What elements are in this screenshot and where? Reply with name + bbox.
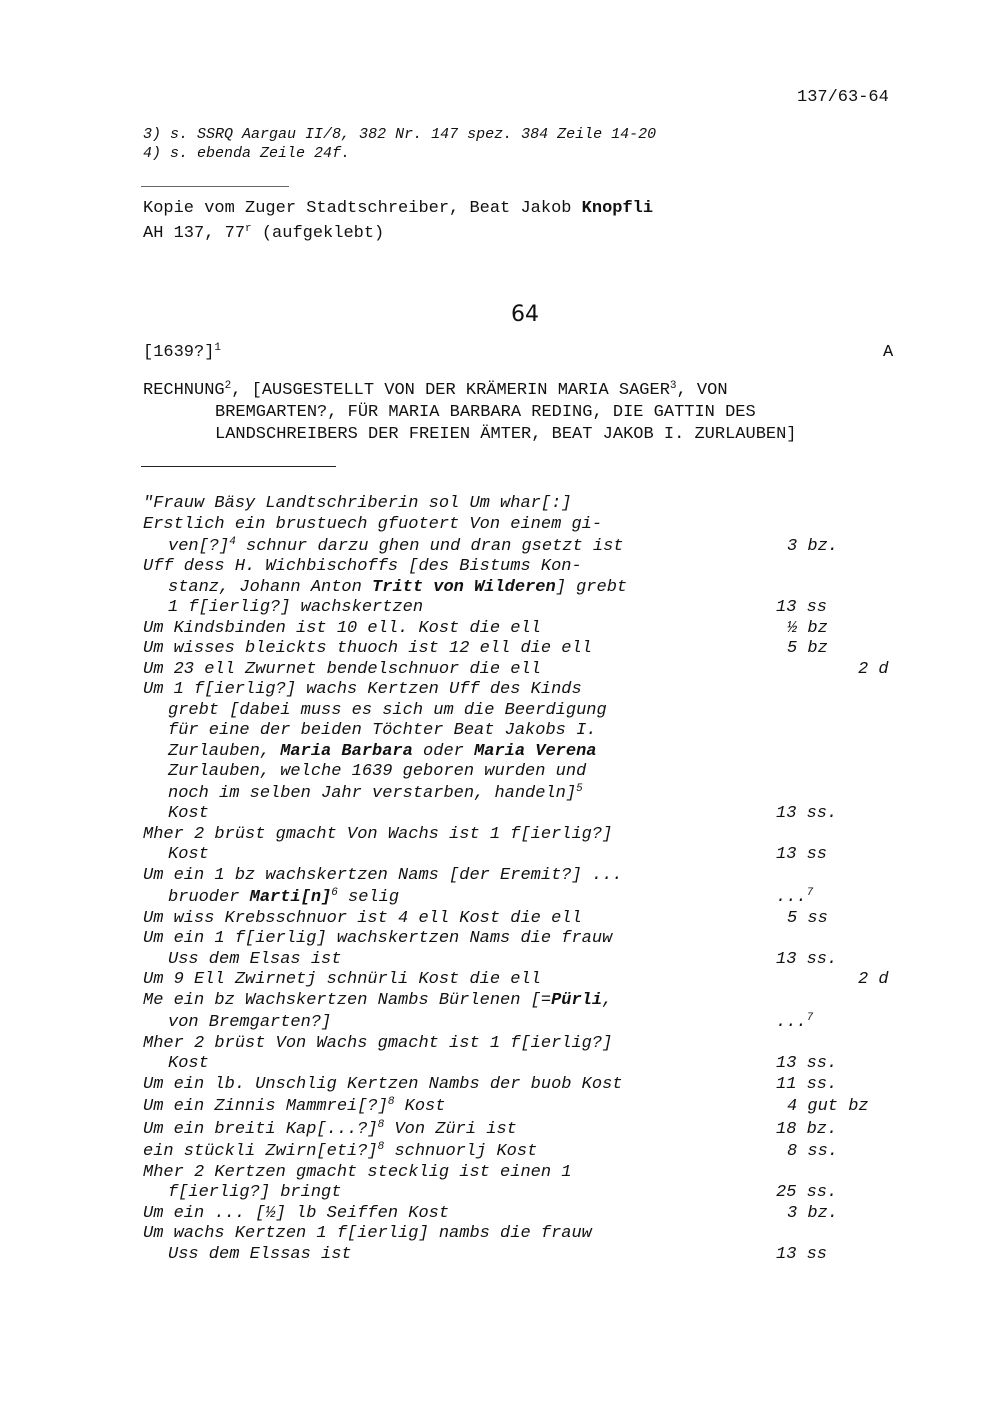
title-divider (141, 466, 336, 467)
footnote-ref: 5 (576, 783, 583, 795)
footnote-3 (143, 126, 656, 143)
entry-text: , (602, 991, 613, 1010)
entry-line: Um 9 Ell Zwirnetj schnürli Kost die ell (143, 970, 541, 989)
entry-amount (776, 1013, 813, 1033)
entry-line: Um wisses bleickts thuoch ist 12 ell die ell (143, 639, 592, 658)
entry-line: Mher 2 brüst Von Wachs gmacht ist 1 f[ierlig?] (143, 1034, 613, 1053)
entry-text: Me ein bz Wachskertzen Nambs Bürlenen [= (143, 991, 552, 1010)
entry-line: Kost (168, 1054, 209, 1073)
entry-line: Zurlauben, welche 1639 geboren wurden und (168, 762, 587, 781)
entry-text: stanz, Johann Anton (168, 578, 373, 597)
entry-amount: 25 ss. (776, 1183, 838, 1202)
footnote-number: 3) (143, 126, 162, 143)
entry-text: Von Züri ist (384, 1120, 517, 1139)
entry-line: Um 1 f[ierlig?] wachs Kertzen Uff des Kinds (143, 680, 582, 699)
entry-text: Kost (394, 1097, 446, 1116)
entry-line (168, 578, 627, 598)
document-letter: A (883, 343, 894, 362)
entry-amount: 5 bz (787, 639, 828, 658)
entry-amount (776, 888, 813, 908)
entry-line: Uss dem Elsas ist (168, 950, 342, 969)
copy-note-sup: r (245, 223, 252, 235)
entry-amount: 13 ss (776, 598, 828, 617)
entry-line (168, 784, 583, 804)
entry-line: 1 f[ierlig?] wachskertzen (168, 598, 424, 617)
footnote-text: s. SSRQ Aargau II/8, 382 Nr. 147 spez. 384 Zeile 14-20 (170, 126, 657, 143)
amount-text: ... (776, 888, 807, 907)
entry-amount: 11 ss. (776, 1075, 838, 1094)
entry-name: Pürli (551, 991, 603, 1010)
title-text: , [AUSGESTELLT VON DER KRÄMERIN MARIA SAGER (231, 381, 670, 400)
date-text: [1639?] (143, 343, 215, 362)
entry-line: Kost (168, 845, 209, 864)
entry-text: schnur darzu ghen und dran gsetzt ist (235, 537, 624, 556)
copy-note-line-2 (143, 224, 384, 243)
entry-name: Tritt von Wilderen (372, 578, 556, 597)
footnote-text: s. ebenda Zeile 24f. (170, 145, 351, 162)
title-footnote-ref: 3 (669, 380, 677, 392)
entry-line: Um ein 1 bz wachskertzen Nams [der Eremit?] ... (143, 866, 623, 885)
entry-line (143, 991, 612, 1011)
entry-line: Um Kindsbinden ist 10 ell. Kost die ell (143, 619, 541, 638)
copy-note-line-1 (143, 199, 653, 218)
footnote-ref: 8 (377, 1119, 385, 1131)
entry-amount: 13 ss. (776, 950, 838, 969)
footnote-ref: 8 (387, 1096, 395, 1108)
entry-text: selig (337, 888, 400, 907)
document-date (143, 343, 221, 362)
entry-amount: 2 d (858, 660, 889, 679)
entry-amount: 18 bz. (776, 1120, 838, 1139)
entry-line: Uff dess H. Wichbischoffs [des Bistums Kon- (143, 557, 582, 576)
entry-name: Maria Barbara (280, 742, 413, 761)
entry-line (168, 537, 624, 557)
copy-note-name: Knopfli (581, 199, 654, 218)
entry-text: noch im selben Jahr verstarben, handeln] (168, 784, 577, 803)
entry-line: Mher 2 Kertzen gmacht stecklig ist einen 1 (143, 1163, 572, 1182)
footnote-ref: 6 (331, 887, 338, 899)
entry-name: Maria Verena (474, 742, 597, 761)
entry-amount: 5 ss (787, 909, 828, 928)
copy-note-text: Kopie vom Zuger Stadtschreiber, Beat Jakob (143, 199, 582, 218)
entry-text: oder (412, 742, 475, 761)
entry-line: Mher 2 brüst gmacht Von Wachs ist 1 f[ierlig?] (143, 825, 613, 844)
title-text: RECHNUNG (143, 381, 225, 400)
entry-line (143, 1120, 517, 1140)
entry-line: Erstlich ein brustuech gfuotert Von einem gi- (143, 515, 603, 534)
date-footnote-ref: 1 (214, 342, 222, 354)
entry-amount: 2 d (858, 970, 889, 989)
entry-line: Kost (168, 804, 209, 823)
footnote-ref: 8 (377, 1141, 385, 1153)
amount-text: ... (776, 1013, 807, 1032)
entry-line: f[ierlig?] bringt (168, 1183, 342, 1202)
entry-text: schnuorlj Kost (384, 1142, 538, 1161)
title-text: , VON (676, 381, 728, 400)
entry-line: Um ein lb. Unschlig Kertzen Nambs der buob Kost (143, 1075, 623, 1094)
title-footnote-ref: 2 (224, 380, 232, 392)
entry-line: Um wachs Kertzen 1 f[ierlig] nambs die frauw (143, 1224, 592, 1243)
entry-amount: ½ bz (787, 619, 828, 638)
footnote-divider (141, 186, 289, 187)
entry-amount: 13 ss (776, 845, 828, 864)
page-reference: 137/63-64 (797, 88, 889, 107)
copy-note-ref: AH 137, 77 (143, 224, 246, 243)
title-line-1 (143, 381, 728, 400)
entry-amount: 4 gut bz (787, 1097, 869, 1116)
entry-amount: 8 ss. (787, 1142, 839, 1161)
entry-line (143, 1142, 537, 1162)
footnote-ref: 7 (806, 1012, 814, 1024)
entry-line (143, 1097, 445, 1117)
footnote-ref: 4 (229, 536, 236, 548)
entry-line: grebt [dabei muss es sich um die Beerdigung (168, 701, 607, 720)
entry-text: bruoder (168, 888, 250, 907)
title-line-2: BREMGARTEN?, FÜR MARIA BARBARA REDING, DIE GATTIN DES (215, 403, 756, 422)
footnote-number: 4) (143, 145, 162, 162)
entry-amount: 13 ss. (776, 804, 838, 823)
entry-line: Um ein ... [½] lb Seiffen Kost (143, 1204, 450, 1223)
title-line-3: LANDSCHREIBERS DER FREIEN ÄMTER, BEAT JAKOB I. ZURLAUBEN] (215, 425, 797, 444)
entry-text: Um ein Zinnis Mammrei[?] (143, 1097, 388, 1116)
entry-amount: 3 bz. (787, 537, 839, 556)
entry-line: Um 23 ell Zwurnet bendelschnuor die ell (143, 660, 541, 679)
entry-amount: 3 bz. (787, 1204, 839, 1223)
entry-line: "Frauw Bäsy Landtschriberin sol Um whar[:] (143, 494, 572, 513)
entry-text: ven[?] (168, 537, 230, 556)
entry-line: für eine der beiden Töchter Beat Jakobs I. (168, 721, 597, 740)
entry-line (168, 888, 399, 908)
copy-note-suffix: (aufgeklebt) (251, 224, 385, 243)
footnote-ref: 7 (806, 887, 814, 899)
document-number: 64 (511, 302, 539, 327)
entry-line: von Bremgarten?] (168, 1013, 332, 1032)
footnote-4 (143, 145, 350, 162)
entry-text: Um ein breiti Kap[...?] (143, 1120, 378, 1139)
entry-name: Marti[n] (249, 888, 332, 907)
entry-amount: 13 ss. (776, 1054, 838, 1073)
entry-line (168, 742, 596, 762)
entry-line: Um ein 1 f[ierlig] wachskertzen Nams die frauw (143, 929, 613, 948)
entry-text: ] grebt (555, 578, 628, 597)
entry-line: Um wiss Krebsschnuor ist 4 ell Kost die ell (143, 909, 582, 928)
entry-text: ein stückli Zwirn[eti?] (143, 1142, 378, 1161)
entry-text: Zurlauben, (168, 742, 281, 761)
entry-line: Uss dem Elssas ist (168, 1245, 352, 1264)
entry-amount: 13 ss (776, 1245, 828, 1264)
